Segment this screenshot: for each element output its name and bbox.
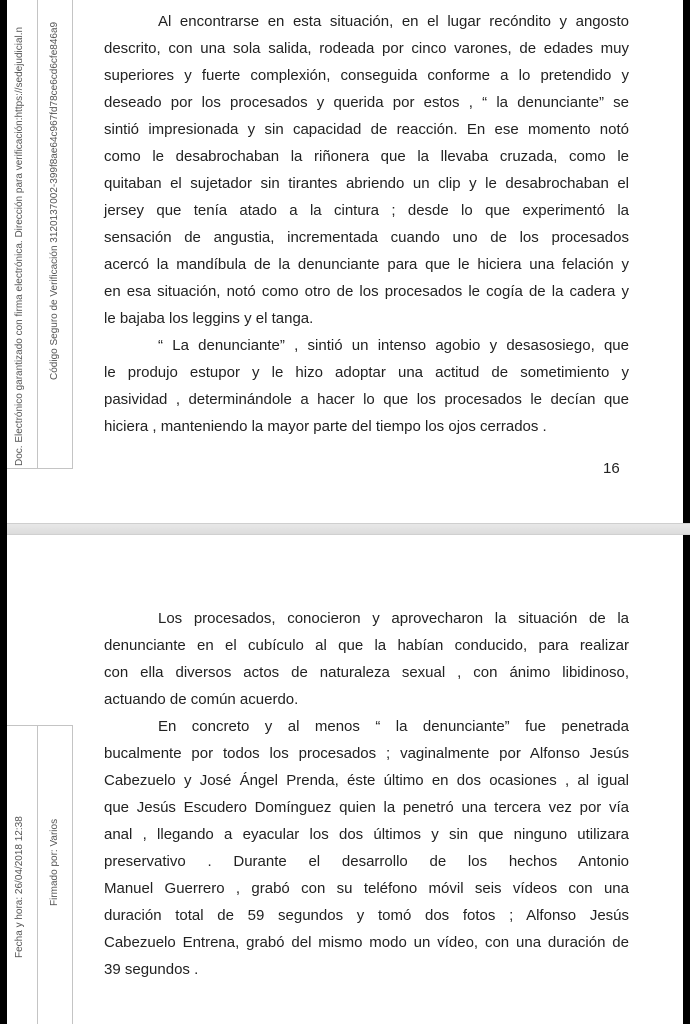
text-line: preservativo . Durante el desarrollo de los hechos Antonio [104, 853, 629, 870]
text-line: sintió impresionada y sin capacidad de reacción. En ese momento notó [104, 121, 629, 138]
electronic-signature-note: Doc. Electrónico garantizado con firma electrónica. Dirección para verificación:https://sedejudicial.n [14, 26, 25, 466]
text-line: 39 segundos . [104, 961, 199, 978]
page-number: 16 [603, 460, 620, 477]
margin-divider [37, 0, 38, 468]
margin-divider [37, 726, 38, 1024]
text-line: denunciante en el cubículo al que la habían conducido, para realizar [104, 637, 629, 654]
text-line: Cabezuelo Entrena, grabó del mismo modo un vídeo, con una duración de [104, 934, 629, 951]
text-line: Al encontrarse en esta situación, en el lugar recóndito y angosto [158, 13, 629, 30]
paragraph-facts [104, 713, 629, 983]
text-line: quitaban el sujetador sin tirantes abriendo un clip y le desabrochaban el [104, 175, 629, 192]
text-line: pasividad , determinándole a hacer lo que los procesados le decían que [104, 391, 629, 408]
paragraph-accused [104, 605, 629, 713]
page-separator [7, 523, 690, 535]
verification-margin-box [7, 0, 73, 469]
text-line: “ La denunciante” , sintió un intenso agobio y desasosiego, que [158, 337, 629, 354]
text-line: en esa situación, notó como otro de los procesados le cogía de la cadera y [104, 283, 629, 300]
text-line: deseado por los procesados y querida por estos , “ la denunciante” se [104, 94, 629, 111]
text-line: superiores y fuerte complexión, conseguida conforme a lo pretendido y [104, 67, 629, 84]
signature-margin-box [7, 725, 73, 1024]
document-page-16 [7, 0, 683, 523]
text-line: Cabezuelo y José Ángel Prenda, éste último en dos ocasiones , al igual [104, 772, 629, 789]
text-line: hiciera , manteniendo la mayor parte del tiempo los ojos cerrados . [104, 418, 547, 435]
text-line: jersey que tenía atado a la cintura ; desde lo que experimentó la [104, 202, 629, 219]
text-line: duración total de 59 segundos y tomó dos fotos ; Alfonso Jesús [104, 907, 629, 924]
text-line: como le desabrochaban la riñonera que la llevaba cruzada, como le [104, 148, 629, 165]
text-line: bucalmente por todos los procesados ; vaginalmente por Alfonso Jesús [104, 745, 629, 762]
verification-code: Código Seguro de Verificación 3120137002-399f8ae64c967fd78ce6cd6cfe846a9 [49, 21, 60, 380]
signature-datetime: Fecha y hora: 26/04/2018 12:38 [14, 816, 25, 958]
text-line: actuando de común acuerdo. [104, 691, 299, 708]
text-line: Manuel Guerrero , grabó con su teléfono móvil seis vídeos con una [104, 880, 629, 897]
text-line: sensación de angustia, incrementada cuando uno de los procesados [104, 229, 629, 246]
text-line: En concreto y al menos “ la denunciante” fue penetrada [158, 718, 629, 735]
text-line: le bajaba los leggins y el tanga. [104, 310, 314, 327]
text-line: Los procesados, conocieron y aprovecharon la situación de la [158, 610, 629, 627]
text-line: con ella diversos actos de naturaleza sexual , con ánimo libidinoso, [104, 664, 629, 681]
text-line: anal , llegando a eyacular los dos últimos y sin que ninguno utilizara [104, 826, 629, 843]
signed-by: Firmado por: Varios [49, 818, 60, 906]
text-line: le produjo estupor y le hizo adoptar una actitud de sometimiento y [104, 364, 629, 381]
paragraph-reaction [104, 332, 629, 440]
paragraph-situation [104, 8, 629, 332]
text-line: descrito, con una sola salida, rodeada por cinco varones, de edades muy [104, 40, 629, 57]
text-line: acercó la mandíbula de la denunciante para que le hiciera una felación y [104, 256, 629, 273]
document-page-17 [7, 535, 683, 1024]
text-line: que Jesús Escudero Domínguez quien la penetró una tercera vez por vía [104, 799, 629, 816]
